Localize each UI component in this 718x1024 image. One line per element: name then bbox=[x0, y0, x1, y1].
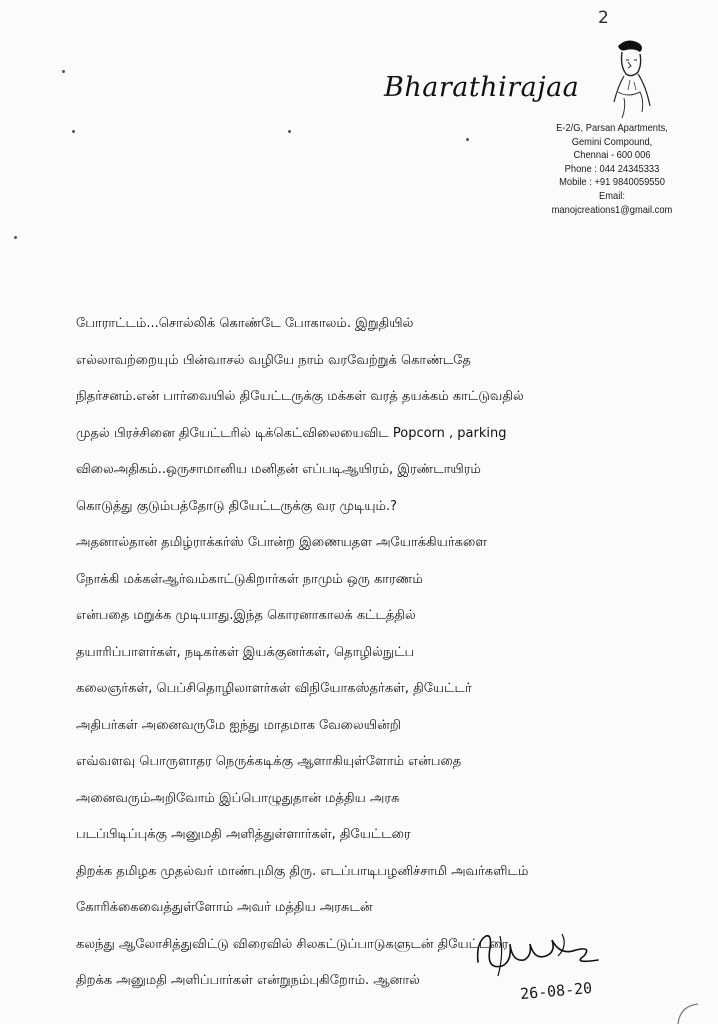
letter-line: எவ்வளவு பொருளாதர நெருக்கடிக்கு ஆளாகியுள்ளோம் என்பதை bbox=[76, 754, 462, 769]
scan-speck bbox=[72, 130, 75, 133]
letter-line: அனைவரும்அறிவோம் இப்பொழுதுதான் மத்திய அரசு bbox=[76, 790, 400, 806]
letter-line: போராட்டம்...சொல்லிக் கொண்டே போகாலம். இறுதியில் bbox=[76, 316, 414, 331]
letter-line: விலைஅதிகம்..ஒருசாமானிய மனிதன் எப்படிஆயிரம், இரண்டாயிரம் bbox=[76, 462, 481, 477]
scan-speck bbox=[14, 236, 17, 239]
letter-line: எல்லாவற்றையும் பின்வாசல் வழியே நாம் வரவேற்றுக் கொண்டதே bbox=[76, 352, 471, 368]
scan-speck bbox=[288, 130, 291, 133]
scan-speck bbox=[466, 138, 469, 141]
letter-line: நிதர்சனம்.என் பார்வையில் தியேட்டருக்கு மக்கள் வரத் தயக்கம் காட்டுவதில் bbox=[76, 389, 524, 404]
letter-line: கோரிக்கைவைத்துள்ளோம் அவர் மத்திய அரசுடன் bbox=[76, 900, 373, 915]
email-address: manojcreations1@gmail.com bbox=[551, 204, 673, 216]
address-line: E-2/G, Parsan Apartments, bbox=[556, 123, 668, 134]
letter-line: என்பதை மறுக்க முடியாது.இந்த கொரனாகாலக் கட்டத்தில் bbox=[76, 608, 416, 623]
letter-line: கலைஞர்கள், பெப்சிதொழிலாளர்கள் விநியோகஸ்தர்கள், தியேட்டர் bbox=[76, 681, 472, 696]
brand-signature: Bharathirajaa bbox=[384, 72, 580, 103]
email-label: Email: bbox=[599, 190, 625, 202]
address-line: Gemini Compound, bbox=[571, 136, 653, 148]
letter-line: தயாரிப்பாளர்கள், நடிகர்கள் இயக்குனர்கள், தொழில்நுட்ப bbox=[76, 644, 415, 660]
letter-line: திறக்க தமிழக முதல்வர் மாண்புமிகு திரு. எடப்பாடிபழனிச்சாமி அவர்களிடம் bbox=[76, 863, 529, 879]
letter-line: நோக்கி மக்கள்ஆர்வம்காட்டுகிறார்கள் நாமும் ஒரு காரணம் bbox=[76, 571, 423, 587]
letter-line: அதனால்தான் தமிழ்ராக்கர்ஸ் போன்ற இணையதள அயோக்கியர்களை bbox=[76, 535, 487, 550]
address-line: Chennai - 600 006 bbox=[573, 150, 651, 162]
scan-speck bbox=[62, 70, 65, 73]
phone-line: Phone : 044 24345333 bbox=[564, 163, 660, 175]
sender-address bbox=[533, 122, 691, 217]
letter-line: முதல் பிரச்சினை தியேட்டரில் டிக்கெட்விலையைவிட Popcorn , parking bbox=[76, 425, 507, 441]
letter-line: படப்பிடிப்புக்கு அனுமதி அளித்துள்ளார்கள், தியேட்டரை bbox=[76, 827, 411, 842]
scan-mark bbox=[672, 1000, 702, 1024]
signature-date: 26-08-20 bbox=[519, 978, 593, 1004]
letter-body bbox=[76, 310, 636, 1004]
letter-line: திறக்க அனுமதி அளிப்பார்கள் என்றுநம்புகிறோம். ஆனால் bbox=[76, 973, 420, 988]
letter-line: கொடுத்து குடும்பத்தோடு தியேட்டருக்கு வர முடியும்.? bbox=[76, 498, 398, 514]
letter-line: கலந்து ஆலோசித்துவிட்டு விரைவில் சிலகட்டுப்பாடுகளுடன் தியேட்டரை bbox=[76, 936, 509, 952]
portrait-sketch-icon bbox=[604, 36, 654, 120]
mobile-line: Mobile : +91 9840059550 bbox=[559, 177, 665, 189]
letter-line: அதிபர்கள் அனைவருமே ஐந்து மாதமாக வேலையின்றி bbox=[76, 717, 401, 733]
page-number: 2 bbox=[598, 8, 609, 28]
